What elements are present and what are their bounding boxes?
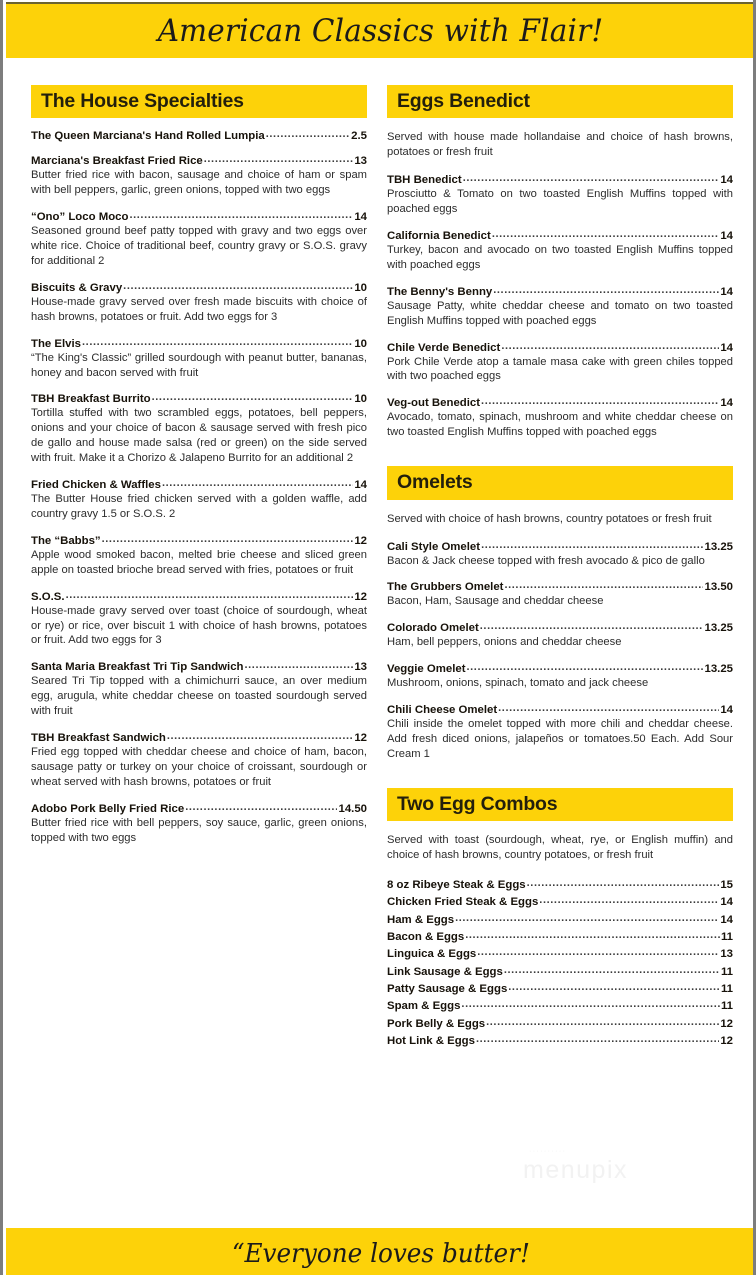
menu-item — [387, 704, 733, 762]
menu-item — [31, 211, 367, 269]
item-price: 14 — [720, 896, 733, 909]
item-title-row — [31, 338, 367, 350]
combo-row — [387, 894, 733, 911]
item-name: Biscuits & Gravy — [31, 281, 123, 294]
item-price: 11 — [720, 1000, 733, 1013]
dot-leader — [486, 1016, 719, 1031]
item-description: “The King's Classic” grilled sourdough with peanut butter, bananas, honey and bacon served with fruit — [31, 351, 367, 379]
item-price: 12 — [354, 731, 367, 744]
item-name: Chicken Fried Steak & Eggs — [387, 896, 539, 909]
item-price: 13.25 — [704, 663, 733, 676]
item-price: 11 — [720, 982, 733, 995]
dot-leader — [123, 282, 353, 292]
dot-leader — [465, 929, 720, 944]
dot-leader — [508, 981, 720, 996]
item-name: Link Sausage & Eggs — [387, 965, 503, 978]
item-price: 13 — [720, 948, 733, 961]
item-title-row — [31, 661, 367, 673]
item-description: Avocado, tomato, spinach, mushroom and white cheddar cheese on two toasted English Muffins topped with poached eggs — [387, 411, 733, 439]
item-price: 2.5 — [351, 130, 367, 143]
menu-item — [31, 803, 367, 846]
menu-item — [387, 342, 733, 385]
item-price: 10 — [354, 393, 367, 406]
combo-row — [387, 1016, 733, 1033]
item-name: Linguica & Eggs — [387, 948, 477, 961]
section-header-omelets: Omelets — [387, 466, 733, 499]
top-banner — [6, 2, 756, 58]
item-description: Turkey, bacon and avocado on two toasted English Muffins topped with poached eggs — [387, 244, 733, 271]
dot-leader — [504, 581, 703, 591]
combo-row — [387, 981, 733, 998]
item-title-row — [387, 622, 733, 634]
item-name: The Benny's Benny — [387, 285, 493, 298]
item-title-row — [31, 732, 367, 744]
menu-item — [387, 230, 733, 273]
menu-item — [387, 581, 733, 609]
menu-item — [31, 282, 367, 325]
item-price: 14 — [720, 230, 733, 243]
item-name: TBH Benedict — [387, 174, 462, 187]
bottom-banner — [6, 1228, 756, 1275]
menu-item — [387, 541, 733, 569]
section-header-house-specialties: The House Specialties — [31, 85, 367, 118]
item-description: Bacon, Ham, Sausage and cheddar cheese — [387, 595, 604, 608]
item-price: 14 — [354, 479, 367, 492]
item-name: Chili Cheese Omelet — [387, 704, 498, 717]
watermark — [523, 1148, 703, 1183]
omelets-blurb: Served with choice of hash browns, country potatoes or fresh fruit — [387, 512, 712, 525]
item-title-row — [31, 479, 367, 491]
item-price: 13.25 — [704, 540, 733, 553]
item-title-row — [31, 282, 367, 294]
item-description: Tortilla stuffed with two scrambled eggs, potatoes, bell peppers, onions and your choice of bacon & sausage served with fresh pico de gallo and house made salsa (red or green) on the side served with fruit. Make it a Chorizo & Jalapeno Burrito for an additional 2 — [31, 407, 367, 465]
menu-item — [31, 130, 367, 142]
left-column — [3, 85, 379, 1050]
item-name: Chile Verde Benedict — [387, 341, 501, 354]
menu-item — [31, 338, 367, 381]
menu-item — [387, 286, 733, 329]
combo-row — [387, 929, 733, 946]
item-price: 11 — [720, 930, 733, 943]
item-price: 10 — [354, 281, 367, 294]
house-specialties-items — [31, 130, 367, 845]
item-name: Santa Maria Breakfast Tri Tip Sandwich — [31, 661, 244, 674]
item-price: 10 — [354, 337, 367, 350]
item-name: Patty Sausage & Eggs — [387, 982, 508, 995]
combo-row — [387, 964, 733, 981]
item-price: 14 — [720, 704, 733, 717]
dot-leader — [481, 397, 719, 407]
item-title-row — [387, 704, 733, 716]
combo-row — [387, 998, 733, 1015]
item-price: 12 — [720, 1034, 733, 1047]
item-price: 14 — [720, 341, 733, 354]
item-description: The Butter House fried chicken served with a golden waffle, add country gravy 1.5 or S.O.S. 2 — [31, 493, 367, 520]
two-egg-combos-items — [387, 877, 733, 1050]
item-title-row — [387, 230, 733, 242]
dot-leader — [477, 946, 719, 961]
item-name: S.O.S. — [31, 590, 65, 603]
item-name: Spam & Eggs — [387, 1000, 461, 1013]
dot-leader — [162, 479, 353, 489]
combo-row — [387, 912, 733, 929]
menu-item — [387, 397, 733, 440]
item-description: Fried egg topped with cheddar cheese and choice of ham, bacon, sausage patty or turkey on your choice of croissant, sourdough or wheat served with hash browns, potatoes or fruit — [31, 745, 367, 788]
item-title-row — [387, 663, 733, 675]
dot-leader — [476, 1033, 719, 1048]
menu-tagline-top: American Classics with Flair! — [158, 13, 604, 49]
item-description: House-made gravy served over toast (choice of sourdough, wheat or rye) or rice, over biscuit 1 with choice of hash browns, potatoes or fruit. Add two eggs for 3 — [31, 604, 367, 647]
item-price: 14 — [720, 397, 733, 410]
dot-leader — [480, 622, 704, 632]
eggs-benedict-blurb: Served with house made hollandaise and choice of hash browns, potatoes or fresh fruit — [387, 131, 733, 159]
item-title-row — [31, 155, 367, 167]
item-name: Pork Belly & Eggs — [387, 1017, 486, 1030]
item-price: 12 — [354, 534, 367, 547]
item-description: Seasoned ground beef patty topped with gravy and two eggs over white rice. Choice of traditional beef, country gravy or S.O.S. gravy for additional 2 — [31, 225, 367, 268]
dot-leader — [481, 541, 703, 551]
menu-item — [31, 732, 367, 790]
item-price: 14 — [720, 174, 733, 187]
item-description: Prosciutto & Tomato on two toasted English Muffins topped with poached eggs — [387, 188, 733, 216]
item-price: 13.50 — [704, 581, 733, 594]
watermark-small-text: ·········· — [529, 1148, 567, 1155]
item-name: The Elvis — [31, 337, 82, 350]
menu-item — [31, 393, 367, 466]
item-title-row — [387, 397, 733, 409]
menu-columns — [3, 85, 756, 1050]
menu-item — [31, 535, 367, 578]
item-price: 13 — [354, 661, 367, 674]
item-title-row — [387, 581, 733, 593]
dot-leader — [129, 211, 353, 221]
item-name: “Ono” Loco Moco — [31, 211, 129, 224]
dot-leader — [204, 155, 354, 165]
item-title-row — [387, 541, 733, 553]
menu-item — [31, 591, 367, 649]
dot-leader — [498, 704, 719, 714]
item-title-row — [31, 591, 367, 603]
item-price: 14 — [354, 211, 367, 224]
item-name: The Grubbers Omelet — [387, 581, 504, 594]
dot-leader — [82, 338, 353, 348]
item-price: 15 — [720, 879, 733, 891]
section-header-eggs-benedict: Eggs Benedict — [387, 85, 733, 118]
item-title-row — [31, 393, 367, 405]
dot-leader — [539, 894, 719, 909]
menu-item — [31, 479, 367, 522]
item-title-row — [387, 174, 733, 186]
item-description: Butter fried rice with bacon, sausage and choice of ham or spam with bell peppers, garlic, green onions, topped with two eggs — [31, 169, 367, 197]
item-title-row — [31, 211, 367, 223]
item-name: 8 oz Ribeye Steak & Eggs — [387, 879, 526, 891]
item-name: California Benedict — [387, 230, 491, 243]
item-price: 14 — [720, 913, 733, 926]
item-price: 14 — [720, 285, 733, 298]
dot-leader — [66, 591, 354, 601]
menu-item — [31, 155, 367, 198]
item-price: 12 — [720, 1017, 733, 1030]
item-price: 13 — [354, 155, 367, 168]
item-name: TBH Breakfast Burrito — [31, 393, 151, 406]
combo-row — [387, 1033, 733, 1050]
item-name: Ham & Eggs — [387, 913, 455, 926]
item-name: Fried Chicken & Waffles — [31, 479, 161, 492]
item-name: The Queen Marciana's Hand Rolled Lumpia — [31, 130, 265, 143]
item-title-row — [387, 342, 733, 354]
menu-item — [387, 622, 733, 650]
item-price: 13.25 — [704, 622, 733, 635]
item-title-row — [31, 535, 367, 547]
dot-leader — [493, 286, 719, 296]
watermark-brand: menupix — [523, 1156, 628, 1184]
item-title-row — [31, 130, 367, 142]
item-price: 11 — [720, 965, 733, 978]
combo-row — [387, 946, 733, 963]
item-name: Colorado Omelet — [387, 622, 479, 635]
eggs-benedict-items — [387, 174, 733, 440]
menu-tagline-bottom: “Everyone loves butter! — [231, 1238, 531, 1269]
section-header-two-egg-combos: Two Egg Combos — [387, 788, 733, 821]
item-description: Seared Tri Tip topped with a chimichurri sauce, an over medium egg, arugula, white cheddar cheese on toasted sourdough served with fruit — [31, 675, 367, 718]
two-egg-combos-blurb: Served with toast (sourdough, wheat, rye, or English muffin) and choice of hash browns, country potatoes, or fresh fruit — [387, 834, 733, 862]
dot-leader — [102, 535, 354, 545]
right-column — [379, 85, 756, 1050]
dot-leader — [492, 230, 720, 240]
dot-leader — [467, 663, 704, 673]
item-name: Cali Style Omelet — [387, 540, 481, 553]
omelets-items — [387, 541, 733, 762]
dot-leader — [185, 803, 337, 813]
item-name: Adobo Pork Belly Fried Rice — [31, 802, 185, 815]
dot-leader — [244, 661, 353, 671]
item-name: Veggie Omelet — [387, 663, 466, 676]
item-price: 14.50 — [338, 802, 367, 815]
item-name: Bacon & Eggs — [387, 930, 465, 943]
dot-leader — [167, 732, 354, 742]
item-name: TBH Breakfast Sandwich — [31, 731, 166, 744]
item-name: The “Babbs” — [31, 534, 101, 547]
dot-leader — [463, 174, 720, 184]
dot-leader — [501, 342, 719, 352]
item-name: Hot Link & Eggs — [387, 1034, 475, 1047]
item-price: 12 — [354, 590, 367, 603]
item-description: House-made gravy served over fresh made biscuits with choice of hash browns, potatoes or fruit. Add two eggs for 3 — [31, 295, 367, 323]
item-title-row — [31, 803, 367, 815]
combo-row — [387, 877, 733, 894]
item-description: Bacon & Jack cheese topped with fresh avocado & pico de gallo — [387, 554, 705, 567]
item-description: Sausage Patty, white cheddar cheese and tomato on two toasted English Muffins topped with poached eggs — [387, 299, 733, 327]
item-description: Ham, bell peppers, onions and cheddar cheese — [387, 636, 622, 649]
dot-leader — [152, 393, 354, 403]
item-description: Chili inside the omelet topped with more chili and cheddar cheese. Add fresh diced onions, jalapeños or tomatoes.50 Each. Add Sour Cream 1 — [387, 718, 733, 760]
item-name: Veg-out Benedict — [387, 397, 481, 410]
item-description: Butter fried rice with bell peppers, soy sauce, garlic, green onions, topped with two eggs — [31, 816, 367, 844]
menu-item — [387, 174, 733, 217]
item-title-row — [387, 286, 733, 298]
item-description: Apple wood smoked bacon, melted brie cheese and sliced green apple on toasted brioche bread served with fries, potatoes or fruit — [31, 548, 367, 576]
dot-leader — [266, 130, 350, 140]
menu-item — [387, 663, 733, 691]
dot-leader — [461, 998, 720, 1013]
dot-leader — [504, 964, 720, 979]
dot-leader — [455, 912, 719, 927]
item-description: Pork Chile Verde atop a tamale masa cake with green chiles topped with two poached eggs — [387, 355, 733, 383]
item-name: Marciana's Breakfast Fried Rice — [31, 155, 203, 168]
menu-item — [31, 661, 367, 719]
dot-leader — [527, 877, 720, 892]
item-description: Mushroom, onions, spinach, tomato and jack cheese — [387, 677, 649, 690]
